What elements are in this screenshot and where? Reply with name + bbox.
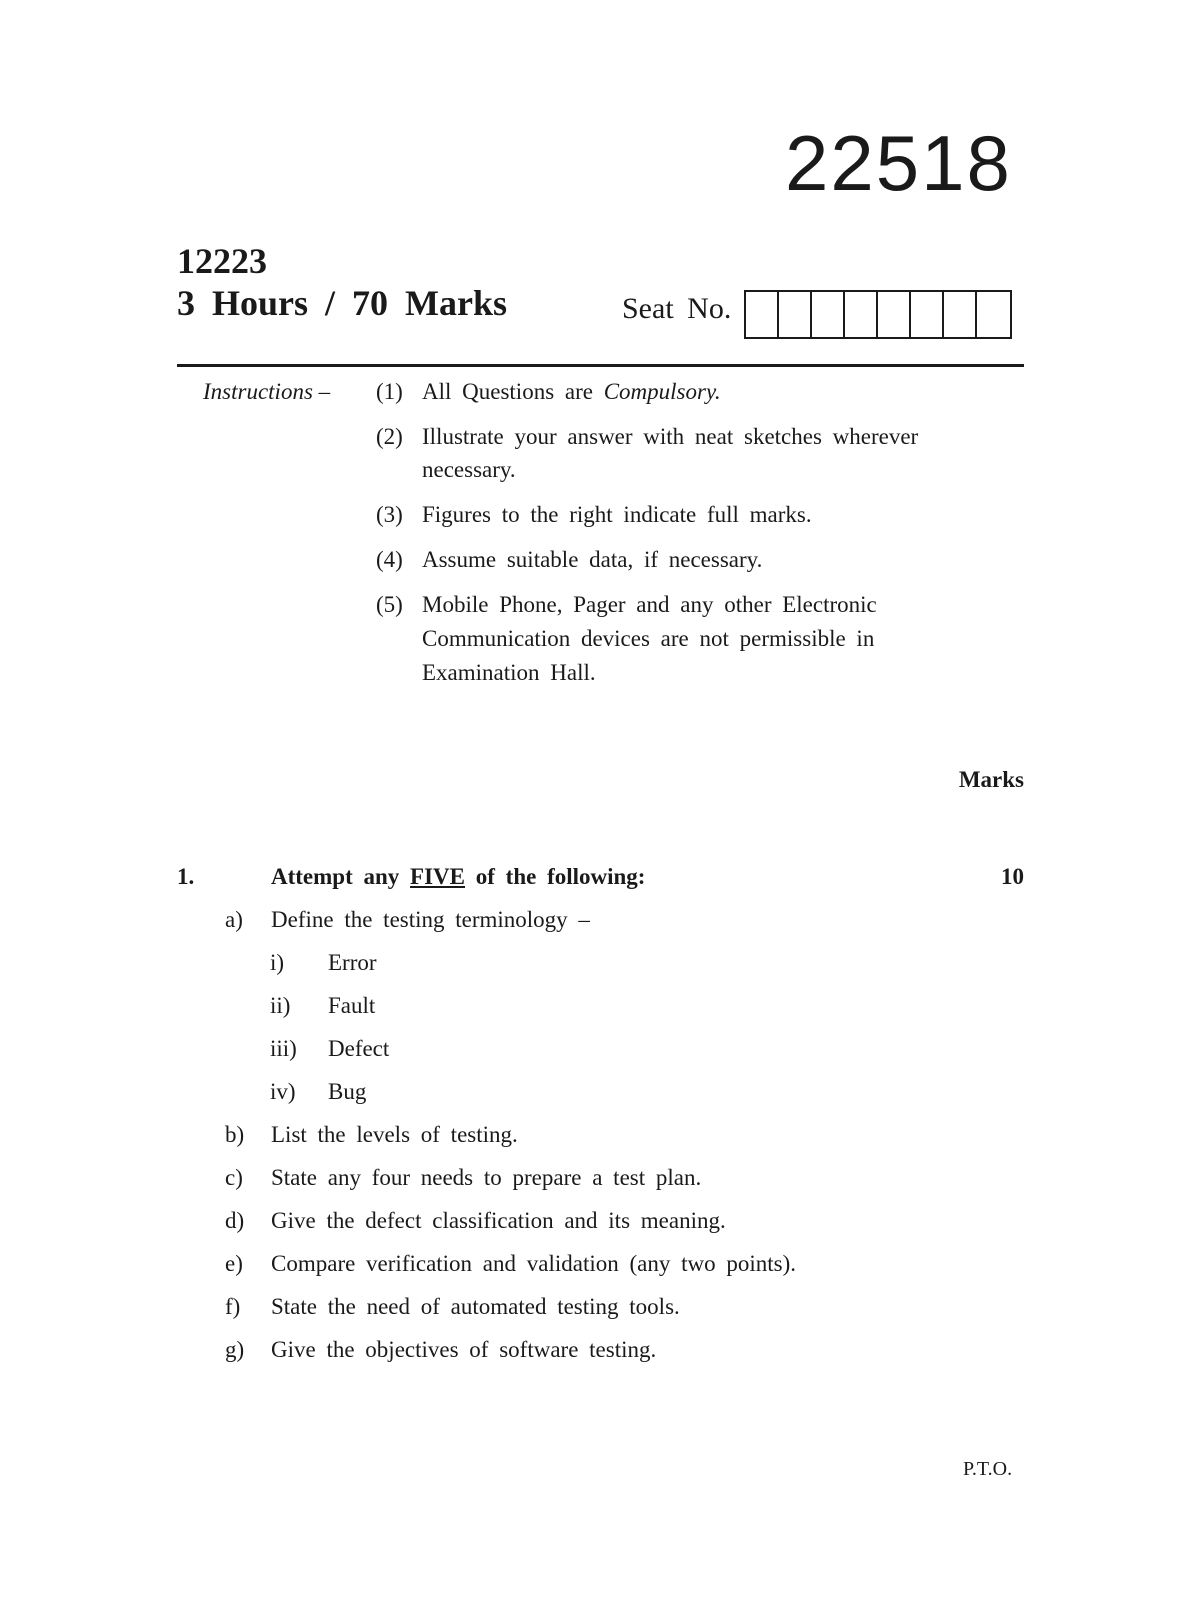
paper-code: 22518 bbox=[785, 119, 1012, 207]
instruction-number: (2) bbox=[376, 424, 403, 449]
instructions-label: Instructions – bbox=[203, 379, 331, 404]
instruction-text bbox=[422, 379, 721, 405]
question-number: 1. bbox=[177, 864, 195, 889]
subpart-label: iv) bbox=[270, 1079, 296, 1104]
part-label: a) bbox=[225, 907, 243, 932]
part-text: State any four needs to prepare a test plan. bbox=[271, 1165, 702, 1190]
instruction-text-line: Illustrate your answer with neat sketches wherever bbox=[422, 424, 919, 449]
instruction-text-part: All Questions are bbox=[422, 379, 604, 404]
instruction-number: (3) bbox=[376, 502, 403, 527]
subpart-text: Fault bbox=[328, 993, 376, 1018]
instruction-text-line: Communication devices are not permissible in bbox=[422, 626, 875, 651]
seat-digit-box[interactable] bbox=[812, 292, 845, 337]
duration-marks: 3 Hours / 70 Marks bbox=[177, 283, 508, 323]
question-prompt bbox=[271, 864, 645, 890]
part-label: f) bbox=[225, 1294, 241, 1319]
part-text: Give the defect classification and its meaning. bbox=[271, 1208, 726, 1233]
part-label: d) bbox=[225, 1208, 245, 1233]
seat-no-label: Seat No. bbox=[622, 292, 732, 325]
seat-digit-box[interactable] bbox=[944, 292, 977, 337]
seat-digit-box[interactable] bbox=[977, 292, 1010, 337]
pto-label: P.T.O. bbox=[963, 1458, 1013, 1480]
seat-no-boxes[interactable] bbox=[744, 290, 1012, 339]
part-text: State the need of automated testing tools. bbox=[271, 1294, 680, 1319]
subpart-label: i) bbox=[270, 950, 285, 975]
instruction-number: (4) bbox=[376, 547, 403, 572]
part-text: Give the objectives of software testing. bbox=[271, 1337, 657, 1362]
part-label: b) bbox=[225, 1122, 245, 1147]
subpart-text: Defect bbox=[328, 1036, 390, 1061]
subpart-label: iii) bbox=[270, 1036, 297, 1061]
seat-digit-box[interactable] bbox=[845, 292, 878, 337]
seat-digit-box[interactable] bbox=[911, 292, 944, 337]
instruction-text-line: Examination Hall. bbox=[422, 660, 596, 685]
question-marks: 10 bbox=[1001, 864, 1024, 889]
part-label: g) bbox=[225, 1337, 245, 1362]
seat-digit-box[interactable] bbox=[779, 292, 812, 337]
instruction-text-line: Assume suitable data, if necessary. bbox=[422, 547, 763, 572]
instruction-number: (5) bbox=[376, 592, 403, 617]
instruction-number: (1) bbox=[376, 379, 403, 404]
seat-digit-box[interactable] bbox=[878, 292, 911, 337]
part-text: Compare verification and validation (any two points). bbox=[271, 1251, 797, 1276]
part-label: e) bbox=[225, 1251, 243, 1276]
marks-column-header: Marks bbox=[958, 767, 1024, 792]
part-text: Define the testing terminology – bbox=[271, 907, 590, 932]
header-divider bbox=[177, 364, 1024, 367]
seat-digit-box[interactable] bbox=[746, 292, 779, 337]
part-label: c) bbox=[225, 1165, 243, 1190]
subpart-label: ii) bbox=[270, 993, 291, 1018]
instruction-text-line: Figures to the right indicate full marks. bbox=[422, 502, 812, 527]
instruction-emphasis: Compulsory. bbox=[603, 379, 721, 404]
question-prompt-part: of the following: bbox=[465, 864, 646, 889]
instruction-text-line: necessary. bbox=[422, 457, 516, 482]
part-text: List the levels of testing. bbox=[271, 1122, 518, 1147]
instruction-text-line: Mobile Phone, Pager and any other Electronic bbox=[422, 592, 877, 617]
subpart-text: Error bbox=[328, 950, 377, 975]
subject-code: 12223 bbox=[177, 241, 267, 281]
question-prompt-emphasis: FIVE bbox=[410, 864, 465, 889]
question-prompt-part: Attempt any bbox=[271, 864, 411, 889]
subpart-text: Bug bbox=[328, 1079, 367, 1104]
